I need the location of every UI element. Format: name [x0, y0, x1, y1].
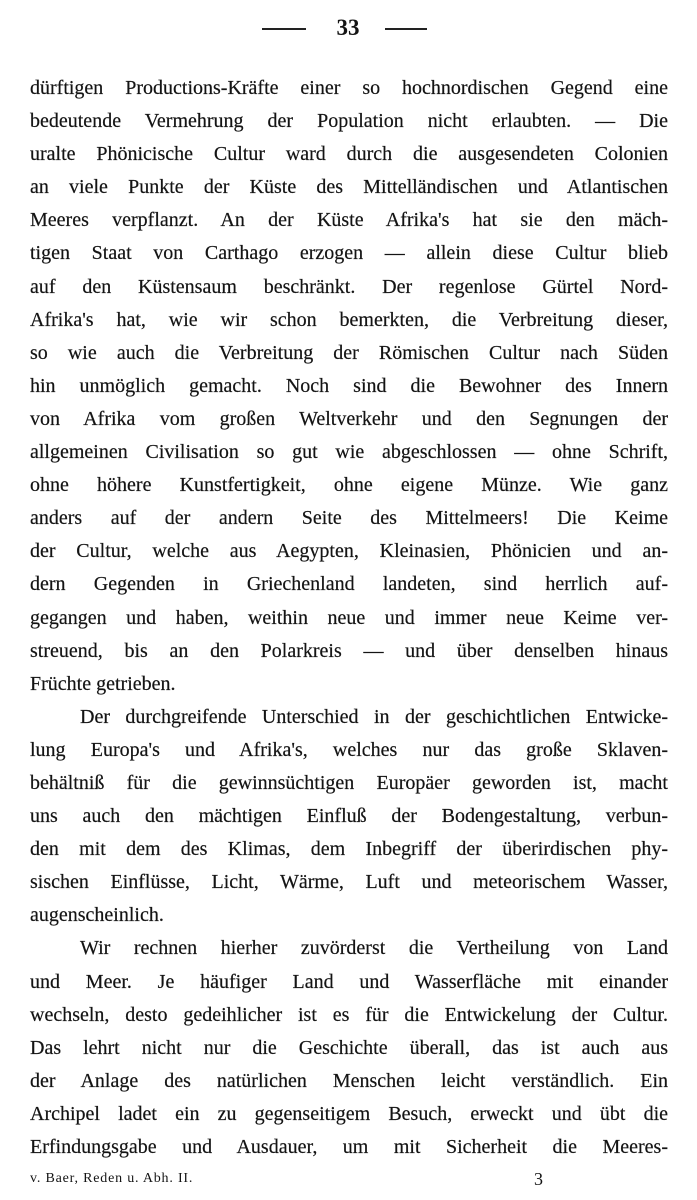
signature-line: v. Baer, Reden u. Abh. II. [30, 1171, 194, 1186]
text-line: uralte Phönicische Cultur ward durch die ausgesendeten Colonien [30, 143, 668, 166]
page-footer [30, 1167, 668, 1191]
text-line: Afrika's hat, wie wir schon bemerkten, die Verbreitung dieser, [30, 308, 668, 331]
text-line: sischen Einflüsse, Licht, Wärme, Luft und meteorischem Wasser, [30, 871, 668, 894]
text-line: hin unmöglich gemacht. Noch sind die Bewohner des Innern [30, 374, 668, 397]
text-line: der Cultur, welche aus Aegypten, Kleinasien, Phönicien und an- [30, 540, 668, 563]
text-line: und Meer. Je häufiger Land und Wasserfläche mit einander [30, 970, 668, 993]
text-line: tigen Staat von Carthago erzogen — allein diese Cultur blieb [30, 242, 668, 265]
paragraph-3 [30, 932, 668, 1164]
text-line: gegangen und haben, weithin neue und immer neue Keime ver- [30, 606, 668, 629]
text-line: bedeutende Vermehrung der Population nicht erlaubten. — Die [30, 110, 668, 133]
sheet-number: 3 [534, 1169, 543, 1189]
text-line: Erfindungsgabe und Ausdauer, um mit Sicherheit die Meeres- [30, 1136, 668, 1158]
text-line: lung Europa's und Afrika's, welches nur das große Sklaven- [30, 738, 668, 761]
text-line: Meeres verpflanzt. An der Küste Afrika's hat sie den mäch- [30, 209, 668, 232]
text-line: streuend, bis an den Polarkreis — und über denselben hinaus [30, 639, 668, 662]
paragraph-1 [30, 72, 668, 701]
header-rule-left [262, 28, 306, 30]
text-line: von Afrika vom großen Weltverkehr und den Segnungen der [30, 407, 668, 430]
text-line: Archipel ladet ein zu gegenseitigem Besuch, erweckt und übt die [30, 1102, 668, 1125]
text-line: dern Gegenden in Griechenland landeten, sind herrlich auf- [30, 573, 668, 596]
text-line: wechseln, desto gedeihlicher ist es für die Entwickelung der Cultur. [30, 1003, 668, 1026]
paragraph-2 [30, 701, 668, 933]
text-line: Wir rechnen hierher zuvörderst die Vertheilung von Land [80, 937, 668, 960]
page-number: 33 [336, 15, 360, 40]
text-line: an viele Punkte der Küste des Mittelländischen und Atlantischen [30, 176, 668, 199]
text-line: anders auf der andern Seite des Mittelmeers! Die Keime [30, 507, 668, 530]
text-line: Das lehrt nicht nur die Geschichte überall, das ist auch aus [30, 1036, 668, 1059]
text-line: behältniß für die gewinnsüchtigen Europäer geworden ist, macht [30, 771, 668, 794]
text-line: so wie auch die Verbreitung der Römischen Cultur nach Süden [30, 341, 668, 364]
header-rule-right [385, 28, 427, 30]
text-line: ohne höhere Kunstfertigkeit, ohne eigene Münze. Wie ganz [30, 474, 668, 497]
text-line: den mit dem des Klimas, dem Inbegriff der überirdischen phy- [30, 838, 668, 861]
page-body [30, 72, 668, 1164]
text-line: uns auch den mächtigen Einfluß der Bodengestaltung, verbun- [30, 805, 668, 828]
text-line: der Anlage des natürlichen Menschen leicht verständlich. Ein [30, 1069, 668, 1092]
text-line: auf den Küstensaum beschränkt. Der regenlose Gürtel Nord- [30, 275, 668, 298]
text-line: Der durchgreifende Unterschied in der geschichtlichen Entwicke- [80, 705, 668, 728]
text-line: allgemeinen Civilisation so gut wie abgeschlossen — ohne Schrift, [30, 441, 668, 464]
page-header [0, 10, 697, 46]
text-line: augenscheinlich. [30, 904, 164, 927]
text-line: Früchte getrieben. [30, 672, 176, 695]
text-line: dürftigen Productions-Kräfte einer so hochnordischen Gegend eine [30, 77, 668, 99]
